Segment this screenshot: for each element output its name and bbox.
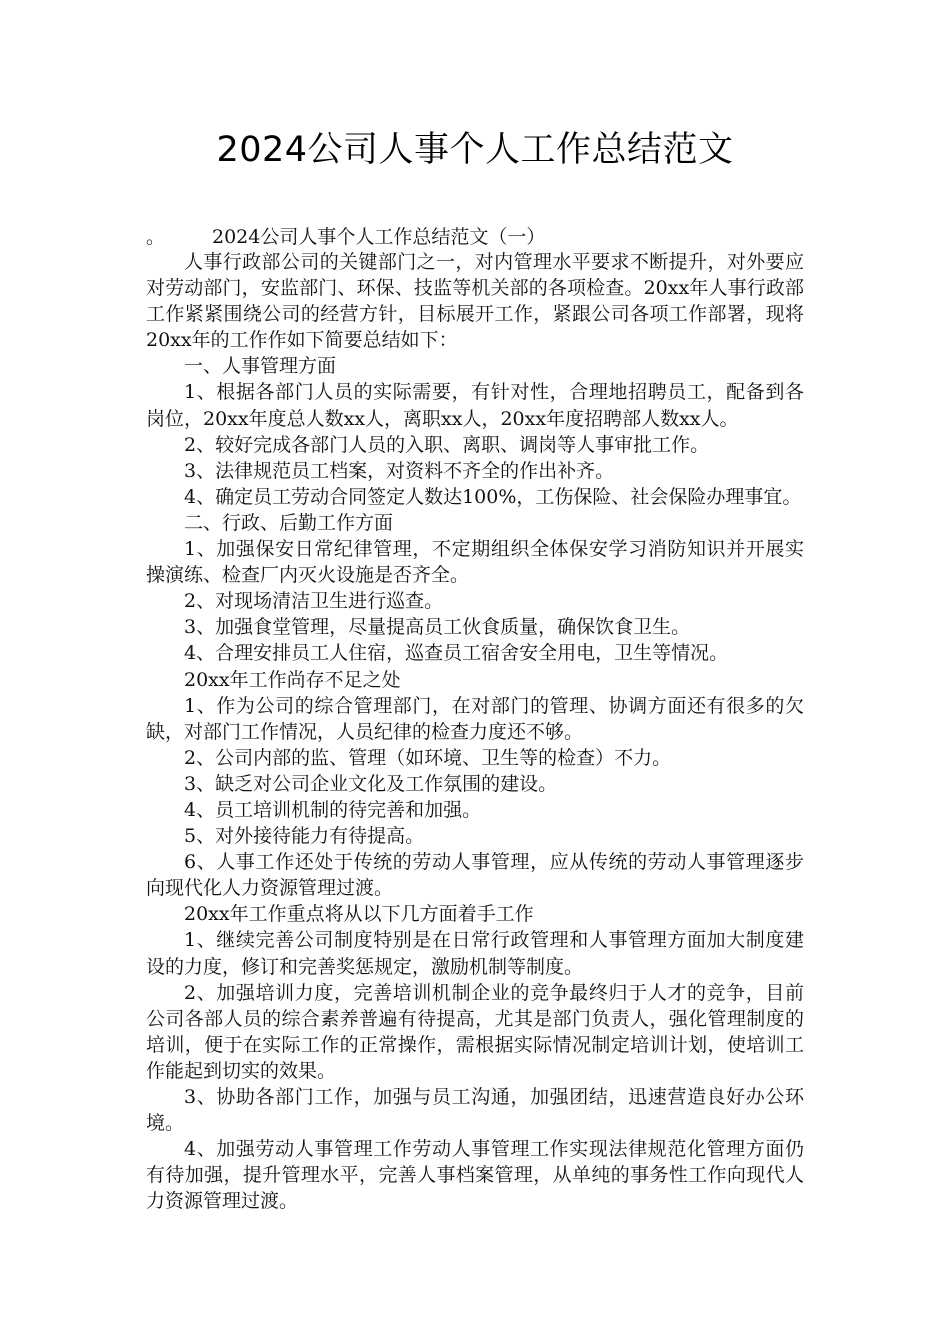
section-subtitle: 2024公司人事个人工作总结范文（一） xyxy=(212,226,546,248)
section-heading: 二、行政、后勤工作方面 xyxy=(184,511,394,534)
paragraph: 4、员工培训机制的待完善和加强。 xyxy=(184,798,482,821)
paragraph: 4、加强劳动人事管理工作劳动人事管理工作实现法律规范化管理方面仍有待加强，提升管理水平，完善人事档案管理，从单纯的事务性工作向现代人力资源管理过渡。 xyxy=(146,1138,804,1213)
subtitle-marker: 。 xyxy=(146,226,166,248)
section-heading: 20xx年工作重点将从以下几方面着手工作 xyxy=(184,903,534,926)
section-subtitle-line xyxy=(146,224,545,250)
document-title: 2024公司人事个人工作总结范文 xyxy=(216,130,734,170)
paragraph: 1、继续完善公司制度特别是在日常行政管理和人事管理方面加大制度建设的力度，修订和完善奖惩规定，激励机制等制度。 xyxy=(146,929,804,978)
section-heading: 20xx年工作尚存不足之处 xyxy=(184,668,401,691)
paragraph: 3、缺乏对公司企业文化及工作氛围的建设。 xyxy=(184,772,558,795)
paragraph: 4、合理安排员工人住宿，巡查员工宿舍安全用电，卫生等情况。 xyxy=(184,642,729,665)
section-heading: 一、人事管理方面 xyxy=(184,355,337,378)
paragraph: 6、人事工作还处于传统的劳动人事管理，应从传统的劳动人事管理逐步向现代化人力资源管理过渡。 xyxy=(146,851,804,900)
paragraph: 1、加强保安日常纪律管理，不定期组织全体保安学习消防知识并开展实操演练、检查厂内灭火设施是否齐全。 xyxy=(146,538,804,587)
document-body xyxy=(146,249,804,1214)
paragraph: 5、对外接待能力有待提高。 xyxy=(184,825,425,848)
paragraph: 3、法律规范员工档案，对资料不齐全的作出补齐。 xyxy=(184,459,615,482)
paragraph: 4、确定员工劳动合同签定人数达100%，工伤保险、社会保险办理事宜。 xyxy=(184,485,802,508)
paragraph: 2、对现场清洁卫生进行巡查。 xyxy=(184,590,444,613)
paragraph: 2、公司内部的监、管理（如环境、卫生等的检查）不力。 xyxy=(184,746,672,769)
paragraph: 1、根据各部门人员的实际需要，有针对性，合理地招聘员工，配备到各岗位，20xx年度总人数xx人，离职xx人，20xx年度招聘部人数xx人。 xyxy=(146,381,804,430)
paragraph: 3、加强食堂管理，尽量提高员工伙食质量，确保饮食卫生。 xyxy=(184,616,691,639)
paragraph: 3、协助各部门工作，加强与员工沟通，加强团结，迅速营造良好办公环境。 xyxy=(146,1086,804,1135)
paragraph: 1、作为公司的综合管理部门，在对部门的管理、协调方面还有很多的欠缺，对部门工作情况，人员纪律的检查力度还不够。 xyxy=(146,694,804,743)
paragraph: 人事行政部公司的关键部门之一，对内管理水平要求不断提升，对外要应对劳动部门，安监部门、环保、技监等机关部的各项检查。20xx年人事行政部工作紧紧围绕公司的经营方针，目标展开工作，紧跟公司各项工作部署，现将20xx年的工作作如下简要总结如下： xyxy=(146,251,804,352)
paragraph: 2、加强培训力度，完善培训机制企业的竞争最终归于人才的竞争，目前公司各部人员的综合素养普遍有待提高，尤其是部门负责人，强化管理制度的培训，便于在实际工作的正常操作，需根据实际情况制定培训计划，使培训工作能起到切实的效果。 xyxy=(146,981,804,1082)
paragraph: 2、较好完成各部门人员的入职、离职、调岗等人事审批工作。 xyxy=(184,433,710,456)
